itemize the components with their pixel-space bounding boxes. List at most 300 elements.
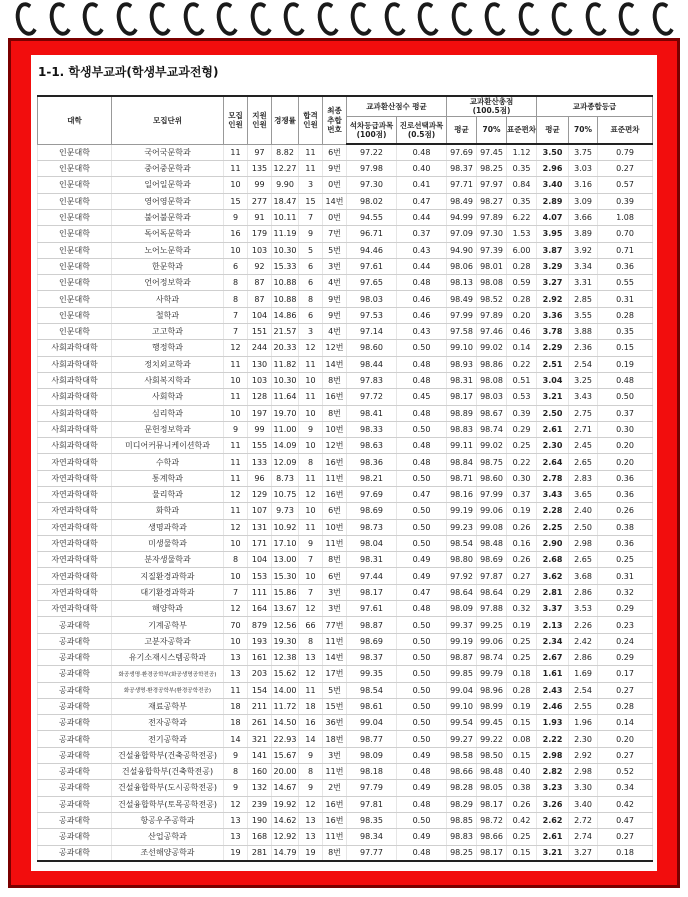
table-cell: 17번 xyxy=(323,666,347,682)
table-row xyxy=(38,324,653,340)
table-cell: 11 xyxy=(224,144,248,160)
table-cell: 0.44 xyxy=(397,209,447,225)
table-cell: 2.81 xyxy=(537,584,569,600)
table-cell: 건설융합학부(토목공학전공) xyxy=(112,796,224,812)
table-cell: 0.71 xyxy=(598,242,653,258)
table-body xyxy=(38,144,653,861)
table-cell: 97.77 xyxy=(347,845,397,861)
table-cell: 97 xyxy=(248,144,272,160)
table-cell: 0.48 xyxy=(397,601,447,617)
table-cell: 공과대학 xyxy=(38,764,112,780)
table-cell: 98.29 xyxy=(447,796,477,812)
table-row xyxy=(38,649,653,665)
table-cell: 11 xyxy=(224,503,248,519)
table-cell: 98.84 xyxy=(447,454,477,470)
table-cell: 0.48 xyxy=(397,438,447,454)
table-cell: 0.26 xyxy=(598,503,653,519)
table-cell: 0.50 xyxy=(397,535,447,551)
table-cell: 자연과학대학 xyxy=(38,584,112,600)
table-cell: 66 xyxy=(299,617,323,633)
table-cell: 161 xyxy=(248,649,272,665)
header-grade-70: 70% xyxy=(569,116,598,144)
table-cell: 0.48 xyxy=(397,144,447,160)
table-cell: 행정학과 xyxy=(112,340,224,356)
table-cell: 14번 xyxy=(323,356,347,372)
table-cell: 0.50 xyxy=(598,389,653,405)
table-row xyxy=(38,454,653,470)
table-cell: 9 xyxy=(299,421,323,437)
table-cell: 3번 xyxy=(323,258,347,274)
table-cell: 0.38 xyxy=(598,519,653,535)
table-cell: 15.30 xyxy=(272,568,299,584)
table-cell: 98.69 xyxy=(347,633,397,649)
table-cell: 자연과학대학 xyxy=(38,568,112,584)
table-cell: 17.10 xyxy=(272,535,299,551)
table-cell: 0.50 xyxy=(397,666,447,682)
table-cell: 98.09 xyxy=(447,601,477,617)
table-cell: 98.52 xyxy=(477,291,507,307)
binder-ring xyxy=(147,0,176,38)
table-cell: 99.22 xyxy=(477,731,507,747)
table-cell: 대기환경과학과 xyxy=(112,584,224,600)
table-cell: 9.90 xyxy=(272,177,299,193)
table-cell: 1.69 xyxy=(569,666,598,682)
table-cell: 2.92 xyxy=(569,747,598,763)
table-cell: 5번 xyxy=(323,242,347,258)
table-cell: 98.31 xyxy=(347,552,397,568)
table-cell: 153 xyxy=(248,568,272,584)
table-cell: 0.39 xyxy=(507,405,537,421)
table-cell: 171 xyxy=(248,535,272,551)
table-cell: 0.25 xyxy=(507,649,537,665)
table-cell: 98.37 xyxy=(347,649,397,665)
table-cell: 공과대학 xyxy=(38,666,112,682)
table-cell: 2.13 xyxy=(537,617,569,633)
table-cell: 98.58 xyxy=(447,747,477,763)
table-cell: 2.65 xyxy=(569,454,598,470)
table-cell: 8.73 xyxy=(272,470,299,486)
table-cell: 0.47 xyxy=(397,584,447,600)
table-cell: 111 xyxy=(248,584,272,600)
binder-ring xyxy=(281,0,310,38)
table-cell: 12번 xyxy=(323,438,347,454)
table-cell: 97.61 xyxy=(347,258,397,274)
table-cell: 98.69 xyxy=(347,503,397,519)
table-cell: 98.48 xyxy=(477,764,507,780)
table-cell: 98.61 xyxy=(347,698,397,714)
table-cell: 공과대학 xyxy=(38,780,112,796)
table-cell: 70 xyxy=(224,617,248,633)
table-cell: 98.67 xyxy=(477,405,507,421)
table-cell: 3.37 xyxy=(537,601,569,617)
table-row xyxy=(38,519,653,535)
table-cell: 98.21 xyxy=(347,470,397,486)
table-cell: 8.82 xyxy=(272,144,299,160)
table-cell: 141 xyxy=(248,747,272,763)
table-cell: 2.30 xyxy=(569,731,598,747)
table-cell: 3 xyxy=(299,324,323,340)
table-cell: 9번 xyxy=(323,307,347,323)
table-cell: 128 xyxy=(248,389,272,405)
table-cell: 98.74 xyxy=(477,649,507,665)
table-cell: 0.50 xyxy=(397,715,447,731)
table-cell: 15.67 xyxy=(272,747,299,763)
table-cell: 3.87 xyxy=(537,242,569,258)
table-cell: 화공생명·환경공학부(화공생명공학전공) xyxy=(112,666,224,682)
table-cell: 8번 xyxy=(323,552,347,568)
table-cell: 98.08 xyxy=(477,372,507,388)
table-cell: 94.90 xyxy=(447,242,477,258)
table-cell: 0.34 xyxy=(598,780,653,796)
table-cell: 0.20 xyxy=(598,454,653,470)
table-cell: 10 xyxy=(224,633,248,649)
table-cell: 0.44 xyxy=(397,258,447,274)
table-cell: 97.88 xyxy=(477,601,507,617)
table-cell: 독어독문학과 xyxy=(112,226,224,242)
table-cell: 2.54 xyxy=(569,356,598,372)
table-cell: 1.96 xyxy=(569,715,598,731)
table-cell: 99.35 xyxy=(347,666,397,682)
table-cell: 6번 xyxy=(323,503,347,519)
table-cell: 3.27 xyxy=(569,845,598,861)
table-cell: 고고학과 xyxy=(112,324,224,340)
table-cell: 36번 xyxy=(323,715,347,731)
table-cell: 3.21 xyxy=(537,389,569,405)
table-cell: 2번 xyxy=(323,780,347,796)
table-cell: 0.48 xyxy=(397,796,447,812)
table-cell: 20.33 xyxy=(272,340,299,356)
table-cell: 16번 xyxy=(323,454,347,470)
table-cell: 3.25 xyxy=(569,372,598,388)
table-cell: 0.15 xyxy=(507,715,537,731)
table-cell: 0.37 xyxy=(598,405,653,421)
table-row xyxy=(38,796,653,812)
table-cell: 2.83 xyxy=(569,470,598,486)
table-cell: 11번 xyxy=(323,535,347,551)
table-cell: 3.29 xyxy=(537,258,569,274)
table-cell: 0.47 xyxy=(397,193,447,209)
table-cell: 인문대학 xyxy=(38,242,112,258)
table-cell: 2.96 xyxy=(537,161,569,177)
table-cell: 0.36 xyxy=(598,470,653,486)
table-cell: 자연과학대학 xyxy=(38,519,112,535)
table-cell: 1.12 xyxy=(507,144,537,160)
table-cell: 고분자공학과 xyxy=(112,633,224,649)
header-dept: 모집단위 xyxy=(112,96,224,144)
table-cell: 0.48 xyxy=(397,764,447,780)
table-cell: 10 xyxy=(299,503,323,519)
table-cell: 9 xyxy=(224,747,248,763)
table-cell: 97.72 xyxy=(347,389,397,405)
table-cell: 98.71 xyxy=(447,470,477,486)
table-cell: 97.30 xyxy=(347,177,397,193)
table-cell: 12 xyxy=(224,519,248,535)
table-cell: 9 xyxy=(299,747,323,763)
table-cell: 97.69 xyxy=(447,144,477,160)
header-applicants: 지원 인원 xyxy=(248,96,272,144)
table-cell: 203 xyxy=(248,666,272,682)
table-cell: 10.75 xyxy=(272,486,299,502)
table-cell: 정치외교학과 xyxy=(112,356,224,372)
table-cell: 언어정보학과 xyxy=(112,275,224,291)
table-cell: 0.25 xyxy=(507,829,537,845)
binder-ring xyxy=(13,0,42,38)
table-cell: 3.34 xyxy=(569,258,598,274)
table-cell: 98.86 xyxy=(477,356,507,372)
table-cell: 조선해양공학과 xyxy=(112,845,224,861)
table-cell: 0.43 xyxy=(397,242,447,258)
table-cell: 98.64 xyxy=(477,584,507,600)
table-cell: 154 xyxy=(248,682,272,698)
table-cell: 11 xyxy=(299,470,323,486)
table-cell: 인문대학 xyxy=(38,324,112,340)
table-cell: 0.30 xyxy=(598,421,653,437)
table-cell: 0.31 xyxy=(598,291,653,307)
table-cell: 12 xyxy=(299,666,323,682)
table-row xyxy=(38,845,653,861)
table-cell: 98.87 xyxy=(347,617,397,633)
table-cell: 3.68 xyxy=(569,568,598,584)
table-cell: 공과대학 xyxy=(38,649,112,665)
table-cell: 97.53 xyxy=(347,307,397,323)
table-cell: 5 xyxy=(299,242,323,258)
table-cell: 자연과학대학 xyxy=(38,486,112,502)
table-cell: 0.31 xyxy=(598,568,653,584)
table-cell: 0.29 xyxy=(507,421,537,437)
header-conv-group: 교과환산점수 평균 xyxy=(347,96,447,116)
table-cell: 14.50 xyxy=(272,715,299,731)
table-cell: 해양학과 xyxy=(112,601,224,617)
table-cell: 2.25 xyxy=(537,519,569,535)
table-cell: 13 xyxy=(299,812,323,828)
table-cell: 12.56 xyxy=(272,617,299,633)
table-cell: 0.27 xyxy=(507,568,537,584)
table-cell: 99.06 xyxy=(477,503,507,519)
table-cell: 0.52 xyxy=(598,764,653,780)
table-cell: 0.50 xyxy=(397,470,447,486)
table-cell: 자연과학대학 xyxy=(38,601,112,617)
table-cell: 14.67 xyxy=(272,780,299,796)
table-cell: 8번 xyxy=(323,405,347,421)
table-cell: 2.92 xyxy=(537,291,569,307)
table-cell: 0.48 xyxy=(598,372,653,388)
table-row xyxy=(38,258,653,274)
table-cell: 14.00 xyxy=(272,682,299,698)
table-cell: 6.00 xyxy=(507,242,537,258)
table-cell: 10번 xyxy=(323,519,347,535)
table-cell: 2.42 xyxy=(569,633,598,649)
table-cell: 1.61 xyxy=(537,666,569,682)
table-cell: 3.36 xyxy=(537,307,569,323)
table-cell: 3.43 xyxy=(537,486,569,502)
table-cell: 97.92 xyxy=(447,568,477,584)
table-cell: 11 xyxy=(224,389,248,405)
table-cell: 3.30 xyxy=(569,780,598,796)
table-cell: 7 xyxy=(299,552,323,568)
table-cell: 지질환경과학과 xyxy=(112,568,224,584)
table-cell: 98.17 xyxy=(477,796,507,812)
table-cell: 3.26 xyxy=(537,796,569,812)
table-cell: 6.22 xyxy=(507,209,537,225)
table-cell: 0.50 xyxy=(397,649,447,665)
table-cell: 0.28 xyxy=(598,307,653,323)
table-row xyxy=(38,617,653,633)
table-cell: 99.23 xyxy=(447,519,477,535)
table-cell: 97.87 xyxy=(477,568,507,584)
table-cell: 4.07 xyxy=(537,209,569,225)
header-grade-group: 교과종합등급 xyxy=(537,96,653,116)
table-cell: 3.04 xyxy=(537,372,569,388)
table-cell: 19.70 xyxy=(272,405,299,421)
table-cell: 0.27 xyxy=(598,161,653,177)
table-cell: 0.45 xyxy=(397,389,447,405)
table-cell: 0.17 xyxy=(598,666,653,682)
table-cell: 0.50 xyxy=(397,682,447,698)
table-row xyxy=(38,144,653,160)
table-cell: 164 xyxy=(248,601,272,617)
table-cell: 0.28 xyxy=(507,291,537,307)
table-cell: 18번 xyxy=(323,731,347,747)
table-cell: 132 xyxy=(248,780,272,796)
table-cell: 97.71 xyxy=(447,177,477,193)
table-cell: 0.20 xyxy=(598,731,653,747)
table-cell: 한문학과 xyxy=(112,258,224,274)
table-cell: 99.02 xyxy=(477,340,507,356)
table-cell: 3.53 xyxy=(569,601,598,617)
table-cell: 3.40 xyxy=(569,796,598,812)
table-cell: 14.86 xyxy=(272,307,299,323)
table-cell: 98.03 xyxy=(477,389,507,405)
table-cell: 일어일문학과 xyxy=(112,177,224,193)
table-cell: 13 xyxy=(299,649,323,665)
table-cell: 생명과학과 xyxy=(112,519,224,535)
table-cell: 11번 xyxy=(323,470,347,486)
table-cell: 중어중문학과 xyxy=(112,161,224,177)
table-row xyxy=(38,177,653,193)
table-cell: 0.43 xyxy=(397,324,447,340)
table-cell: 화공생명·환경공학부(환경공학전공) xyxy=(112,682,224,698)
table-cell: 98.69 xyxy=(477,552,507,568)
table-cell: 0.25 xyxy=(598,552,653,568)
table-cell: 0.27 xyxy=(598,682,653,698)
table-cell: 7 xyxy=(224,584,248,600)
table-cell: 2.43 xyxy=(537,682,569,698)
table-cell: 14.79 xyxy=(272,845,299,861)
table-cell: 0.40 xyxy=(397,161,447,177)
binder-ring xyxy=(113,0,142,38)
table-cell: 10.88 xyxy=(272,275,299,291)
table-cell: 9번 xyxy=(323,291,347,307)
table-cell: 3.65 xyxy=(569,486,598,502)
table-cell: 98.77 xyxy=(347,731,397,747)
table-cell: 2.50 xyxy=(569,519,598,535)
table-cell: 9 xyxy=(224,421,248,437)
table-cell: 7 xyxy=(299,209,323,225)
table-cell: 0.37 xyxy=(397,226,447,242)
table-cell: 0.29 xyxy=(598,601,653,617)
header-last-no: 최종 추합 번호 xyxy=(323,96,347,144)
table-cell: 0.57 xyxy=(598,177,653,193)
table-cell: 16 xyxy=(299,715,323,731)
table-cell: 0.29 xyxy=(507,584,537,600)
table-cell: 재료공학부 xyxy=(112,698,224,714)
table-cell: 3번 xyxy=(323,601,347,617)
table-cell: 사회과학대학 xyxy=(38,356,112,372)
table-cell: 자연과학대학 xyxy=(38,535,112,551)
table-cell: 18.47 xyxy=(272,193,299,209)
table-cell: 0.50 xyxy=(397,340,447,356)
table-cell: 0번 xyxy=(323,209,347,225)
table-cell: 99.85 xyxy=(447,666,477,682)
table-cell: 공과대학 xyxy=(38,682,112,698)
table-cell: 0.50 xyxy=(397,812,447,828)
table-cell: 9 xyxy=(224,209,248,225)
table-cell: 공과대학 xyxy=(38,796,112,812)
table-cell: 2.98 xyxy=(537,747,569,763)
table-cell: 99.04 xyxy=(347,715,397,731)
table-cell: 98.49 xyxy=(447,291,477,307)
table-cell: 공과대학 xyxy=(38,812,112,828)
table-cell: 0.16 xyxy=(507,535,537,551)
table-cell: 0.38 xyxy=(507,780,537,796)
table-cell: 0.32 xyxy=(598,584,653,600)
table-row xyxy=(38,486,653,502)
table-cell: 98.04 xyxy=(347,535,397,551)
table-cell: 0.19 xyxy=(598,356,653,372)
table-cell: 12 xyxy=(224,340,248,356)
table-cell: 2.64 xyxy=(537,454,569,470)
table-row xyxy=(38,601,653,617)
table-cell: 104 xyxy=(248,552,272,568)
table-cell: 19 xyxy=(299,845,323,861)
table-cell: 8 xyxy=(224,275,248,291)
table-cell: 98.16 xyxy=(447,486,477,502)
table-cell: 190 xyxy=(248,812,272,828)
table-cell: 18 xyxy=(224,715,248,731)
table-cell: 12 xyxy=(299,601,323,617)
table-cell: 사회과학대학 xyxy=(38,389,112,405)
table-cell: 11.72 xyxy=(272,698,299,714)
binder-ring xyxy=(46,0,75,38)
table-cell: 0.18 xyxy=(507,666,537,682)
table-cell: 4번 xyxy=(323,324,347,340)
table-cell: 0.50 xyxy=(397,617,447,633)
table-row xyxy=(38,405,653,421)
table-cell: 9 xyxy=(299,780,323,796)
table-cell: 0.47 xyxy=(397,486,447,502)
table-cell: 22.93 xyxy=(272,731,299,747)
table-cell: 0.18 xyxy=(598,845,653,861)
table-cell: 98.44 xyxy=(347,356,397,372)
table-cell: 0.49 xyxy=(397,568,447,584)
table-cell: 0.35 xyxy=(507,193,537,209)
table-cell: 94.55 xyxy=(347,209,397,225)
binder-ring xyxy=(314,0,343,38)
table-cell: 12 xyxy=(224,601,248,617)
table-cell: 98.06 xyxy=(447,258,477,274)
table-cell: 99.25 xyxy=(477,617,507,633)
table-row xyxy=(38,666,653,682)
table-cell: 2.61 xyxy=(537,829,569,845)
table-cell: 0.50 xyxy=(397,731,447,747)
table-cell: 97.46 xyxy=(477,324,507,340)
table-cell: 16번 xyxy=(323,796,347,812)
table-cell: 6 xyxy=(224,258,248,274)
table-row xyxy=(38,552,653,568)
table-cell: 2.55 xyxy=(569,698,598,714)
table-cell: 0.55 xyxy=(598,275,653,291)
table-cell: 0.23 xyxy=(598,617,653,633)
